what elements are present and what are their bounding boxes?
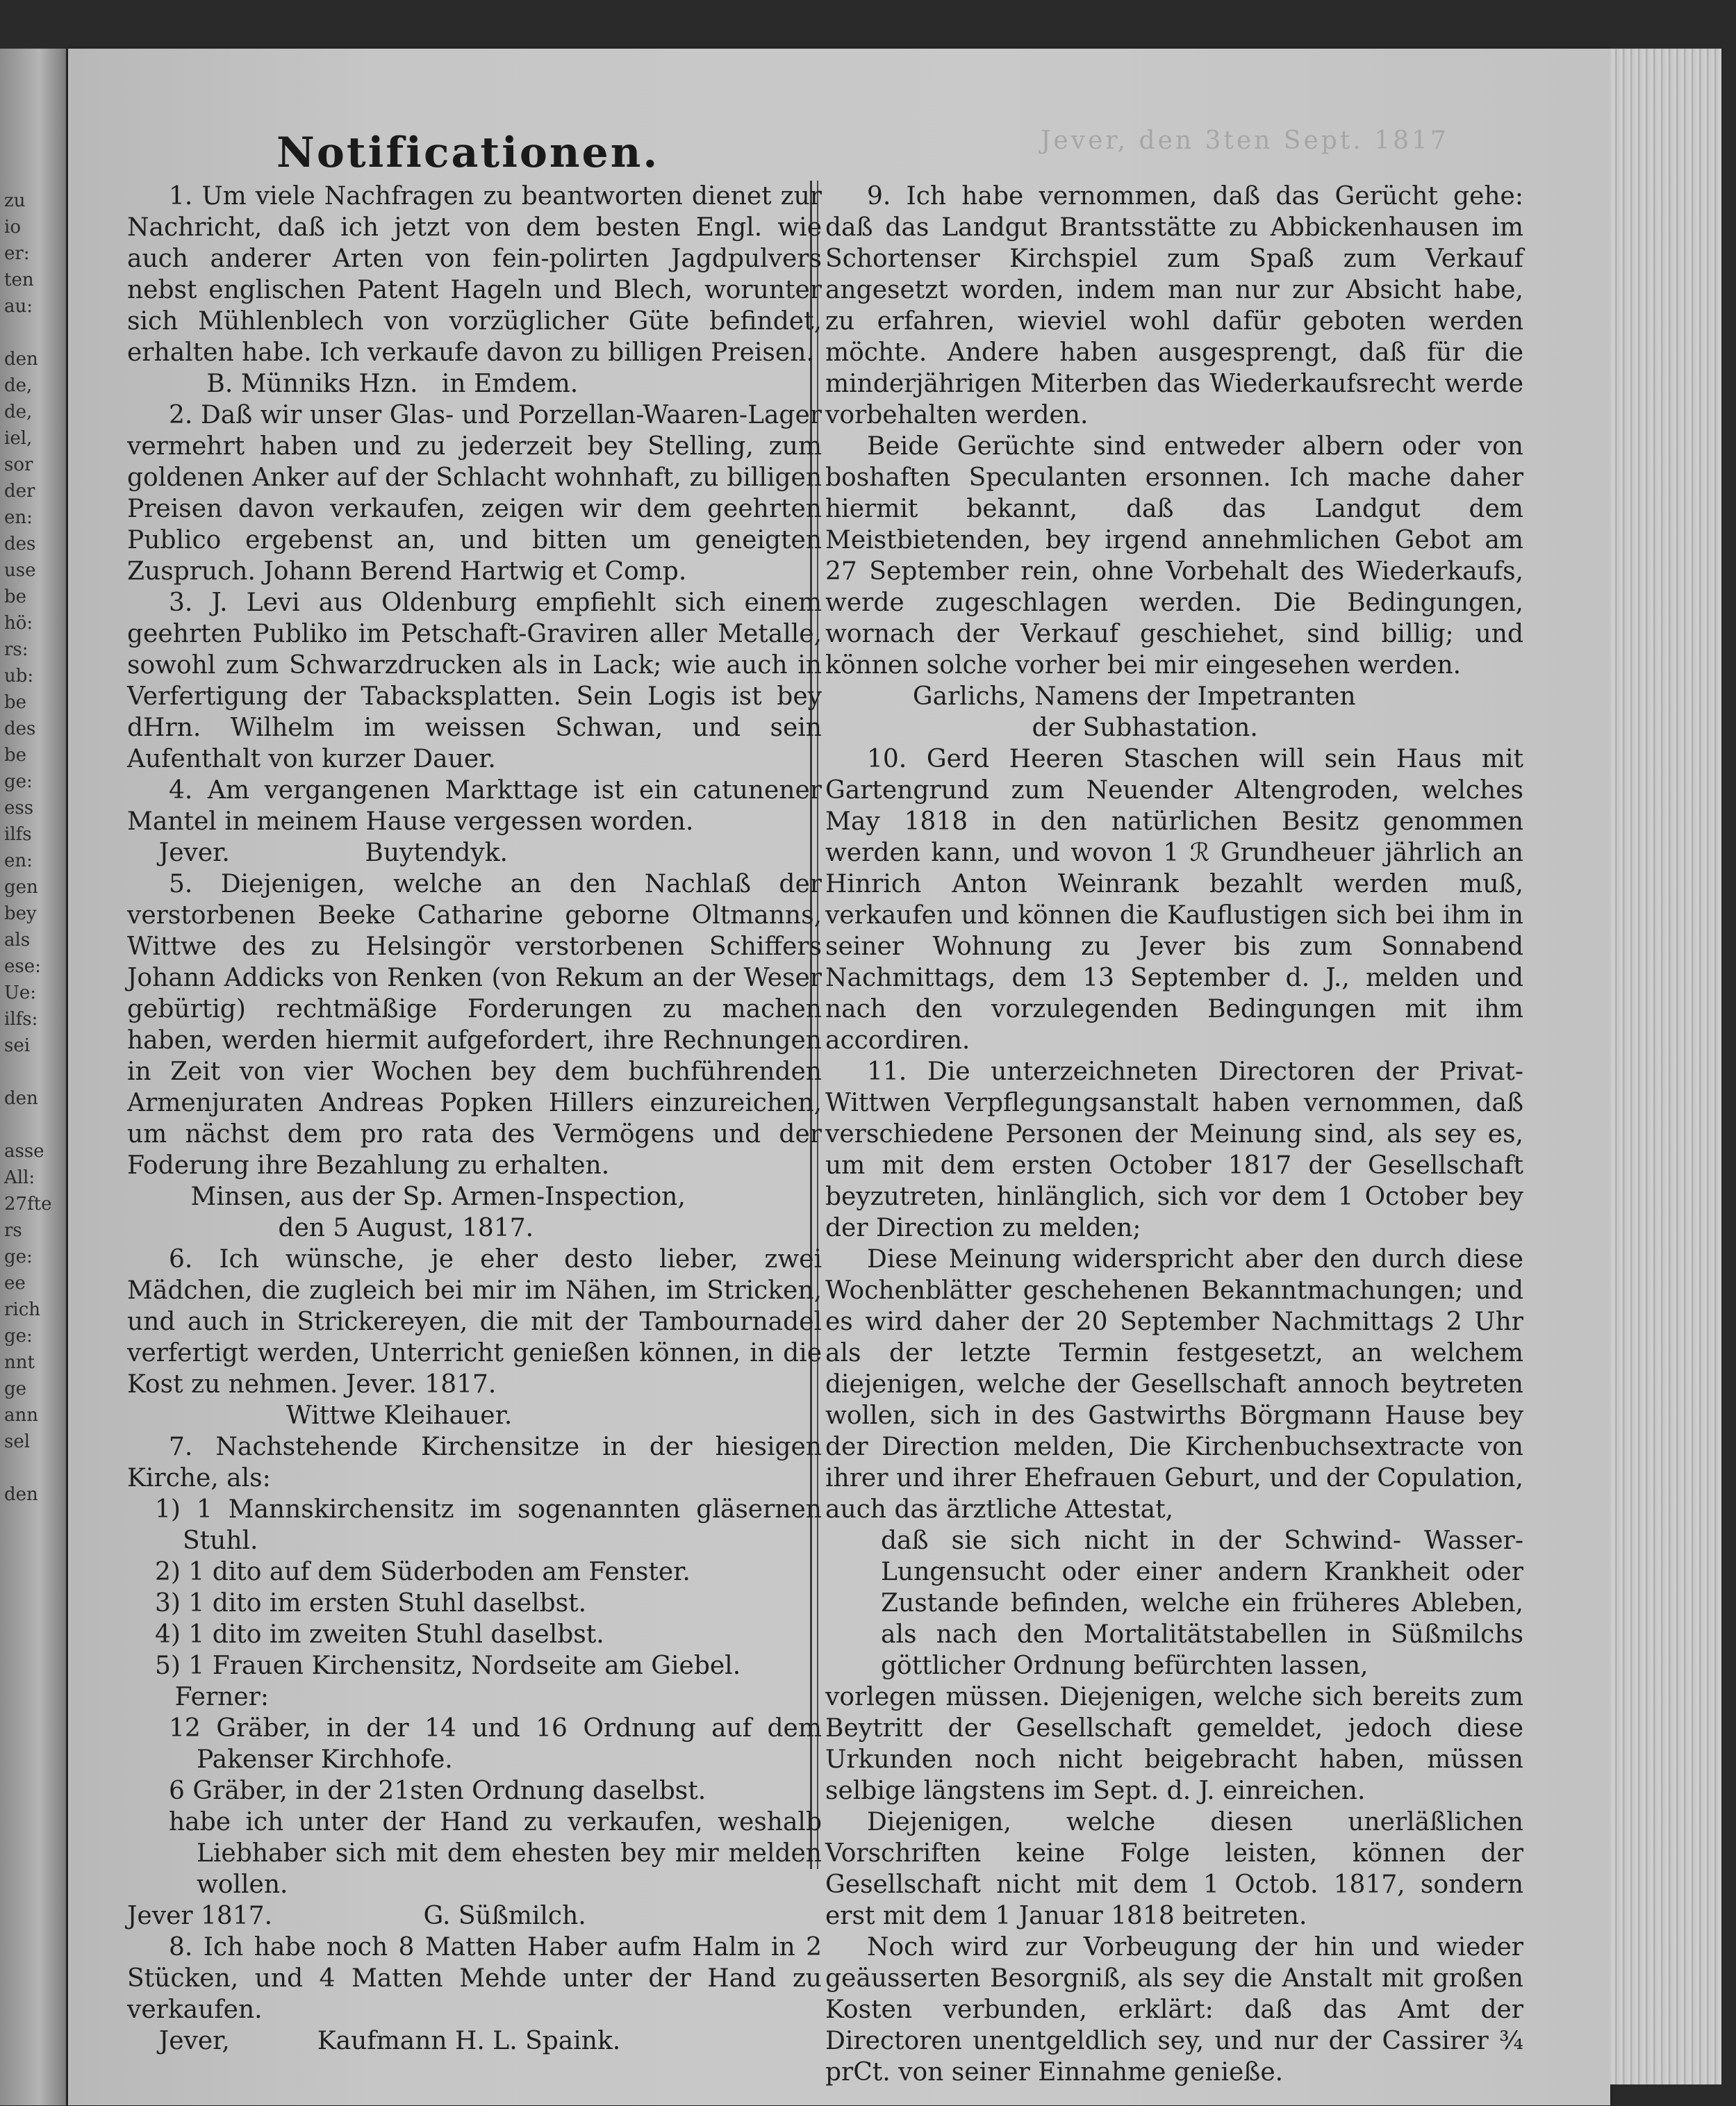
notice-signature: Wittwe Kleihauer. bbox=[127, 1401, 513, 1430]
notice-signature: der Subhastation. bbox=[825, 714, 1258, 742]
list-item: 3) 1 dito im ersten Stuhl daselbst. bbox=[155, 1589, 587, 1618]
bleed-through-text: Jever, den 3ten Sept. 1817 bbox=[1041, 126, 1449, 155]
list-item: 6 Gräber, in der 21sten Ordnung daselbst. bbox=[169, 1777, 706, 1805]
notice-signature: Minsen, aus der Sp. Armen-Inspection, bbox=[127, 1183, 686, 1211]
list-item: 2) 1 dito auf dem Süderboden am Fenster. bbox=[155, 1558, 691, 1586]
right-column bbox=[825, 181, 1523, 2088]
notice-paragraph: 1. Um viele Nachfragen zu beantworten dienet zur Nachricht, daß ich jetzt von dem besten Engl. wie auch anderer Arten von fein-polirten Jagdpulvers nebst englischen Patent Hageln und Blech, worunter sich Mühlenblech von vorzüglicher Güte befindet, erhalten habe. Ich verkaufe davon zu billigen Preisen. bbox=[127, 182, 822, 367]
notice-paragraph: 11. Die unterzeichneten Directoren der Privat-Wittwen Verpflegungsanstalt haben vernommen, daß verschiedene Personen der Meinung sind, als sey es, um mit dem ersten October 1817 der Gesellschaft beyzutreten, hinlänglich, sich vor dem 1 October bey der Direction zu melden; bbox=[825, 1058, 1523, 1242]
notice-paragraph: 3. J. Levi aus Oldenburg empfiehlt sich einem geehrten Publiko im Petschaft-Graviren aller Metalle, sowohl zum Schwarzdrucken als in Lack; wie auch in Verfertigung der Tabacksplatten. Sein Logis ist bey dHrn. Wilhelm im weissen Schwan, und sein Aufenthalt von kurzer Dauer. bbox=[127, 589, 822, 773]
notice-paragraph: Beide Gerüchte sind entweder albern oder von boshaften Speculanten ersonnen. Ich mache daher hiermit bekannt, daß das Landgut dem Meistbietenden, bey irgend annehmlichen Gebot am 27 September rein, ohne Vorbehalt des Wiederkaufs, werde zugeschlagen werden. Die Bedingungen, wornach der Verkauf geschiehet, sind billig; und können solche vorher bei mir eingesehen werden. bbox=[825, 432, 1523, 680]
notice-paragraph: 2. Daß wir unser Glas- und Porzellan-Waaren-Lager vermehrt haben und zu jederzeit bey Stelling, zum goldenen Anker auf der Schlacht wohnhaft, zu billigen Preisen davon verkaufen, zeigen wir dem geehrten Publico ergebenst an, und bitten um geneigten Zuspruch. Johann Berend Hartwig et Comp. bbox=[127, 401, 822, 586]
notice-paragraph: 10. Gerd Heeren Staschen will sein Haus mit Gartengrund zum Neuender Altengroden, welches May 1818 in den natürlichen Besitz genommen werden kann, und wovon 1 ℛ Grundheuer jährlich an Hinrich Anton Weinrank bezahlt werden muß, verkaufen und können die Kauflustigen sich bei ihm in seiner Wohnung zu Jever bis zum Sonnabend Nachmittags, dem 13 September d. J., melden und nach den vorzulegenden Bedingungen mit ihm accordiren. bbox=[825, 745, 1523, 1055]
notice-paragraph: Diejenigen, welche diesen unerläßlichen Vorschriften keine Folge leisten, können der Gesellschaft nicht mit dem 1 Octob. 1817, sondern erst mit dem 1 Januar 1818 beitreten. bbox=[825, 1808, 1523, 1930]
page-title: Notificationen. bbox=[276, 129, 660, 177]
notice-signature: Ferner: bbox=[127, 1683, 270, 1711]
notice-signature: Jever, Kaufmann H. L. Spaink. bbox=[127, 2027, 621, 2055]
notice-signature: Garlichs, Namens der Impetranten bbox=[825, 682, 1356, 711]
notice-paragraph: vorlegen müssen. Diejenigen, welche sich bereits zum Beytritt der Gesellschaft gemeldet, jedoch diese Urkunden noch nicht beigebracht haben, müssen selbige längstens im Sept. d. J. einreichen. bbox=[825, 1683, 1523, 1805]
newspaper-page bbox=[68, 49, 1610, 2105]
notice-paragraph: Diese Meinung widerspricht aber den durch diese Wochenblätter geschehenen Bekanntmachungen; und es wird daher der 20 September Nachmittags 2 Uhr als der letzte Termin festgesetzt, an welchem diejenigen, welche der Gesellschaft annoch beytreten wollen, sich in des Gastwirths Börgmann Hause bey der Direction melden, Die Kirchenbuchsextracte von ihrer und ihrer Ehefrauen Geburt, und der Copulation, auch das ärztliche Attestat, bbox=[825, 1245, 1523, 1524]
list-item: habe ich unter der Hand zu verkaufen, weshalb Liebhaber sich mit dem ehesten bey mir melden wollen. bbox=[169, 1808, 822, 1899]
page-edge-stack bbox=[1610, 49, 1721, 2084]
list-item: 4) 1 dito im zweiten Stuhl daselbst. bbox=[155, 1620, 604, 1649]
notice-paragraph: 9. Ich habe vernommen, daß das Gerücht gehe: daß das Landgut Brantsstätte zu Abbickenhausen im Schortenser Kirchspiel zum Spaß zum Verkauf angesetzt worden, indem man nur zur Absicht habe, zu erfahren, wieviel wohl dafür geboten werden möchte. Andere haben ausgesprengt, daß für die minderjährigen Miterben das Wiederkaufsrecht werde vorbehalten werden. bbox=[825, 182, 1523, 429]
indented-clause: daß sie sich nicht in der Schwind- Wasser- Lungensucht oder einer andern Krankheit oder Zustande befinden, welche ein früheres Ableben, als nach den Mortalitätstabellen in Süßmilchs göttlicher Ordnung befürchten lassen, bbox=[881, 1527, 1523, 1680]
notice-signature: Jever. Buytendyk. bbox=[127, 839, 508, 867]
notice-paragraph: 4. Am vergangenen Markttage ist ein catunener Mantel in meinem Hause vergessen worden. bbox=[127, 776, 822, 836]
previous-page-edge bbox=[0, 49, 66, 2105]
notice-signature: B. Münniks Hzn. in Emdem. bbox=[127, 370, 579, 398]
notice-signature: Jever 1817. G. Süßmilch. bbox=[127, 1902, 586, 1930]
notice-paragraph: 5. Diejenigen, welche an den Nachlaß der verstorbenen Beeke Catharine geborne Oltmanns, Wittwe des zu Helsingör verstorbenen Schiffers Johann Addicks von Renken (von Rekum an der Weser gebürtig) rechtmäßige Forderungen zu machen haben, werden hiermit aufgefordert, ihre Rechnungen in Zeit von vier Wochen bey dem buchführenden Armenjuraten Andreas Popken Hillers einzureichen, um nächst dem pro rata des Vermögens und der Foderung ihre Bezahlung zu erhalten. bbox=[127, 870, 822, 1180]
list-item: 1) 1 Mannskirchensitz im sogenannten gläsernen Stuhl. bbox=[155, 1495, 822, 1555]
list-item: 12 Gräber, in der 14 und 16 Ordnung auf dem Pakenser Kirchhofe. bbox=[169, 1714, 822, 1774]
notice-paragraph: Noch wird zur Vorbeugung der hin und wieder geäusserten Besorgniß, als sey die Anstalt mit großen Kosten verbunden, erklärt: daß das Amt der Directoren unentgeldlich sey, und nur der Cassirer ¾ prCt. von seiner Einnahme genieße. bbox=[825, 1933, 1523, 2087]
left-column bbox=[127, 181, 822, 2057]
list-item: 5) 1 Frauen Kirchensitz, Nordseite am Giebel. bbox=[155, 1652, 741, 1680]
notice-paragraph: 6. Ich wünsche, je eher desto lieber, zwei Mädchen, die zugleich bei mir im Nähen, im Stricken, und auch in Strickereyen, die mit der Tambournadel verfertigt werden, Unterricht genießen können, in die Kost zu nehmen. Jever. 1817. bbox=[127, 1245, 822, 1399]
previous-page-fragments: zu io er: ten au: den de, de, iel, sor der en: des use be hö: rs: ub: be des be ge: ess ilfs en: gen bey als ese: Ue: ilfs: sei den asse All: 27fte rs ge: ee rich ge: nnt ge ann sel den bbox=[4, 190, 52, 1505]
notice-paragraph: 8. Ich habe noch 8 Matten Haber aufm Halm in 2 Stücken, und 4 Matten Mehde unter der Hand zu verkaufen. bbox=[127, 1933, 822, 2024]
notice-signature: den 5 August, 1817. bbox=[127, 1214, 534, 1242]
notice-paragraph: 7. Nachstehende Kirchensitze in der hiesigen Kirche, als: bbox=[127, 1433, 822, 1492]
